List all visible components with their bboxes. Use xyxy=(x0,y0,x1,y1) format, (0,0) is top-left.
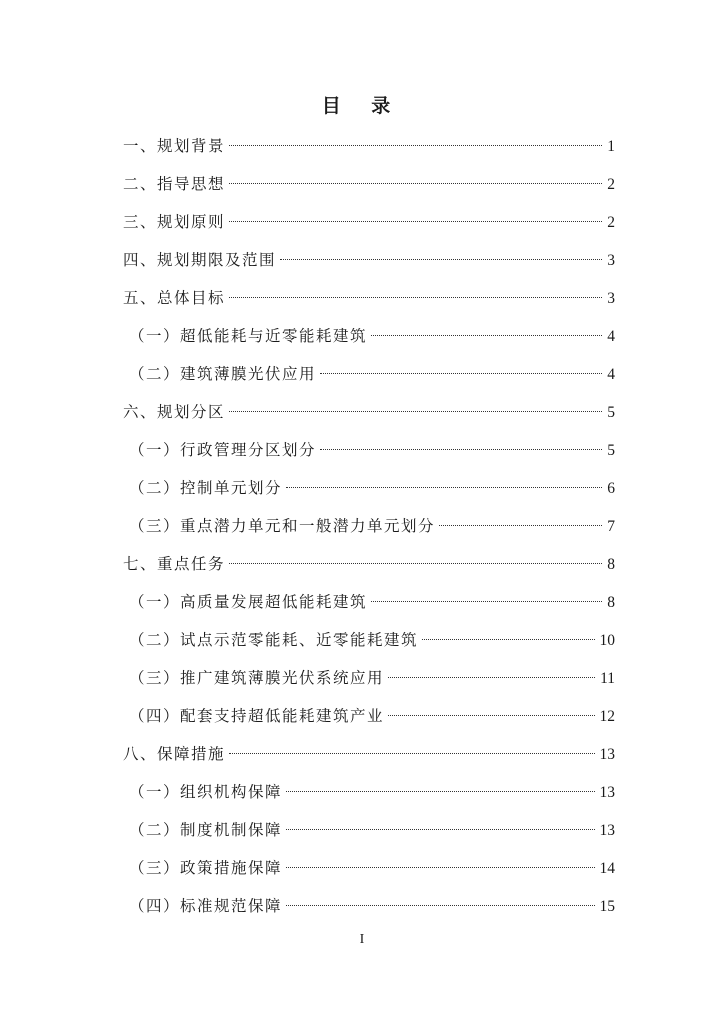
toc-entry[interactable] xyxy=(123,549,615,587)
toc-entry-page: 13 xyxy=(599,822,615,839)
toc-entry-label: （四）标准规范保障 xyxy=(129,897,283,915)
toc-subentry[interactable] xyxy=(123,359,615,397)
toc-dot-leader xyxy=(371,335,602,336)
toc-entry-label: （三）政策措施保障 xyxy=(129,859,283,877)
toc-dot-leader xyxy=(229,297,602,298)
toc-dot-leader xyxy=(229,753,594,754)
toc-entry-label: 二、指导思想 xyxy=(123,175,226,193)
toc-entry-label: （二）试点示范零能耗、近零能耗建筑 xyxy=(129,631,419,649)
toc-dot-leader xyxy=(229,221,602,222)
toc-dot-leader xyxy=(286,867,594,868)
toc-entry-label: 一、规划背景 xyxy=(123,137,226,155)
toc-entry-label: （二）建筑薄膜光伏应用 xyxy=(129,365,317,383)
toc-dot-leader xyxy=(229,183,602,184)
toc-entry-page: 8 xyxy=(607,594,615,611)
toc-dot-leader xyxy=(371,601,602,602)
toc-subentry[interactable] xyxy=(123,777,615,815)
toc-entry-page: 13 xyxy=(599,784,615,801)
toc-entry-label: （二）控制单元划分 xyxy=(129,479,283,497)
toc-entry-page: 4 xyxy=(607,328,615,345)
toc-dot-leader xyxy=(320,373,602,374)
toc-entry-label: （二）制度机制保障 xyxy=(129,821,283,839)
toc-entry[interactable] xyxy=(123,207,615,245)
toc-subentry[interactable] xyxy=(123,473,615,511)
toc-entry-page: 2 xyxy=(607,176,615,193)
toc-dot-leader xyxy=(280,259,602,260)
toc-subentry[interactable] xyxy=(123,435,615,473)
toc-entry-label: （一）行政管理分区划分 xyxy=(129,441,317,459)
toc-list xyxy=(123,131,615,929)
toc-subentry[interactable] xyxy=(123,625,615,663)
toc-entry-page: 6 xyxy=(607,480,615,497)
toc-entry-page: 4 xyxy=(607,366,615,383)
toc-subentry[interactable] xyxy=(123,663,615,701)
toc-dot-leader xyxy=(229,411,602,412)
toc-dot-leader xyxy=(286,791,594,792)
toc-subentry[interactable] xyxy=(123,891,615,929)
toc-entry-page: 14 xyxy=(599,860,615,877)
toc-entry-page: 13 xyxy=(599,746,615,763)
toc-dot-leader xyxy=(422,639,594,640)
toc-entry[interactable] xyxy=(123,245,615,283)
toc-entry-label: （三）重点潜力单元和一般潜力单元划分 xyxy=(129,517,436,535)
toc-entry-label: （三）推广建筑薄膜光伏系统应用 xyxy=(129,669,385,687)
toc-subentry[interactable] xyxy=(123,853,615,891)
toc-entry-page: 2 xyxy=(607,214,615,231)
toc-entry-page: 8 xyxy=(607,556,615,573)
toc-dot-leader xyxy=(229,563,602,564)
toc-entry-page: 5 xyxy=(607,404,615,421)
toc-dot-leader xyxy=(286,829,594,830)
toc-entry-label: 三、规划原则 xyxy=(123,213,226,231)
toc-entry-label: 五、总体目标 xyxy=(123,289,226,307)
toc-subentry[interactable] xyxy=(123,587,615,625)
toc-entry-page: 3 xyxy=(607,252,615,269)
page-number: I xyxy=(359,932,365,947)
toc-entry-page: 10 xyxy=(599,632,615,649)
toc-dot-leader xyxy=(439,525,602,526)
toc-entry-label: 六、规划分区 xyxy=(123,403,226,421)
toc-title: 目 录 xyxy=(321,95,403,117)
toc-entry-page: 7 xyxy=(607,518,615,535)
toc-entry-label: （一）高质量发展超低能耗建筑 xyxy=(129,593,368,611)
toc-entry-label: （一）组织机构保障 xyxy=(129,783,283,801)
toc-entry[interactable] xyxy=(123,739,615,777)
toc-entry-page: 15 xyxy=(599,898,615,915)
toc-subentry[interactable] xyxy=(123,321,615,359)
toc-dot-leader xyxy=(388,677,595,678)
toc-dot-leader xyxy=(286,487,602,488)
toc-dot-leader xyxy=(388,715,594,716)
toc-entry[interactable] xyxy=(123,397,615,435)
toc-subentry[interactable] xyxy=(123,815,615,853)
toc-entry-page: 5 xyxy=(607,442,615,459)
toc-entry-label: 七、重点任务 xyxy=(123,555,226,573)
toc-dot-leader xyxy=(286,905,594,906)
toc-dot-leader xyxy=(229,145,602,146)
toc-entry-page: 12 xyxy=(599,708,615,725)
toc-entry-page: 1 xyxy=(607,138,615,155)
toc-entry[interactable] xyxy=(123,169,615,207)
toc-subentry[interactable] xyxy=(123,511,615,549)
toc-entry-page: 11 xyxy=(600,670,615,687)
toc-entry-label: （一）超低能耗与近零能耗建筑 xyxy=(129,327,368,345)
toc-entry-label: 四、规划期限及范围 xyxy=(123,251,277,269)
toc-entry-label: 八、保障措施 xyxy=(123,745,226,763)
toc-entry[interactable] xyxy=(123,131,615,169)
toc-entry-page: 3 xyxy=(607,290,615,307)
toc-subentry[interactable] xyxy=(123,701,615,739)
toc-entry[interactable] xyxy=(123,283,615,321)
toc-dot-leader xyxy=(320,449,602,450)
toc-entry-label: （四）配套支持超低能耗建筑产业 xyxy=(129,707,385,725)
